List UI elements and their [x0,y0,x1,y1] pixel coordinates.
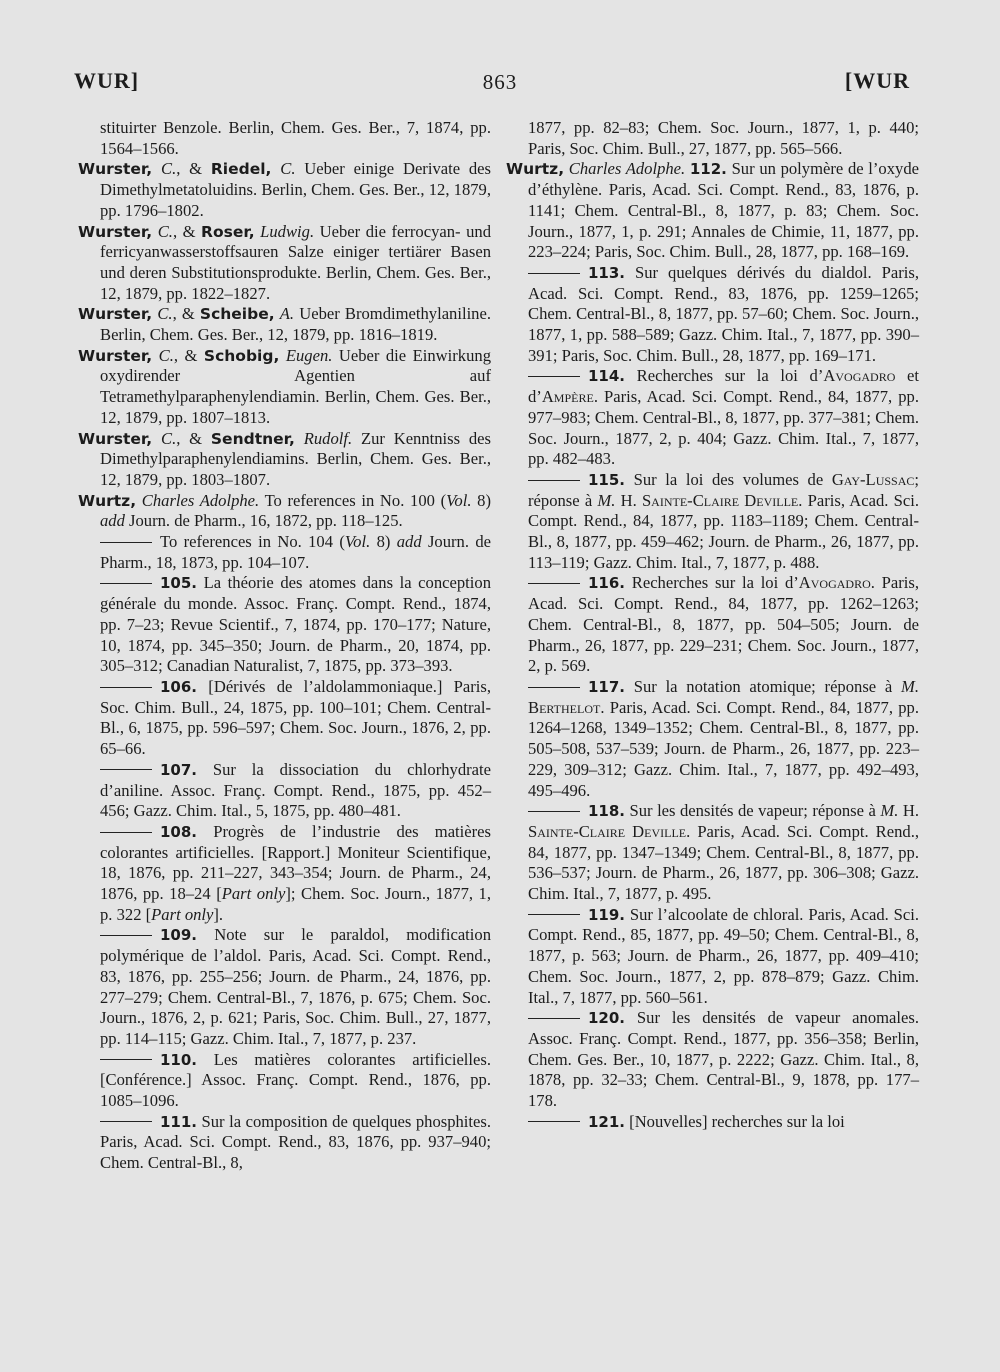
left-column [78,118,491,1174]
bibliography-entry: 105. La théorie des atomes dans la conception générale du monde. Assoc. Franç. Compt. Rend., 1874, pp. 7–23; Revue Scientif., 7, 1874, pp. 170–177; Nature, 10, 1874, pp. 345–350; Journ. de Pharm., 20, 1874, pp. 305–312; Canadian Naturalist, 7, 1875, pp. 373–393. [100,573,491,676]
bibliography-entry: Wurster, C., & Roser, Ludwig. Ueber die ferrocyan- und ferricyanwasserstoffsauren Salze einiger tertiärer Basen und deren Substitutionsprodukte. Berlin, Chem. Ges. Ber., 12, 1879, pp. 1822–1827. [78,221,491,303]
bibliography-entry: 119. Sur l’alcoolate de chloral. Paris, Acad. Sci. Compt. Rend., 85, 1877, pp. 49–50; Chem. Central-Bl., 8, 1877, p. 563; Journ. de Pharm., 26, 1877, pp. 409–410; Chem. Soc. Journ., 1877, 2, pp. 878–879; Gazz. Chim. Ital., 7, 1877, pp. 560–561. [528,904,919,1007]
bibliography-entry: 117. Sur la notation atomique; réponse à M. Berthelot. Paris, Acad. Sci. Compt. Rend., 84, 1877, pp. 1264–1268, 1349–1352; Chem. Central-Bl., 8, 1877, pp. 505–508, 537–539; Journ. de Pharm., 26, 1877, pp. 223–229, 309–312; Gazz. Chim. Ital., 7, 1877, pp. 492–493, 495–496. [528,676,919,800]
bibliography-entry: 120. Sur les densités de vapeur anomales. Assoc. Franç. Compt. Rend., 1877, pp. 356–358; Berlin, Chem. Ges. Ber., 10, 1877, p. 2222; Gazz. Chim. Ital., 8, 1878, pp. 32–33; Chem. Central-Bl., 9, 1878, pp. 177–178. [528,1008,919,1111]
running-head-left: WUR] [74,68,140,93]
running-head-right: [WUR [844,68,910,93]
bibliography-entry: 115. Sur la loi des volumes de Gay-Lussac; réponse à M. H. Sainte-Claire Deville. Paris, Acad. Sci. Compt. Rend., 84, 1877, pp. 1183–1189; Chem. Central-Bl., 8, 1877, pp. 459–462; Journ. de Pharm., 26, 1877, pp. 113–119; Gazz. Chim. Ital., 7, 1877, p. 488. [528,469,919,572]
bibliography-entry: 110. Les matières colorantes artificielles. [Conférence.] Assoc. Franç. Compt. Rend., 1876, pp. 1085–1096. [100,1049,491,1111]
bibliography-entry: 111. Sur la composition de quelques phosphites. Paris, Acad. Sci. Compt. Rend., 83, 1876, pp. 937–940; Chem. Central-Bl., 8, [100,1111,491,1173]
right-column [506,118,919,1132]
bibliography-entry: 107. Sur la dissociation du chlorhydrate d’aniline. Assoc. Franç. Compt. Rend., 1875, pp. 452–456; Gazz. Chim. Ital., 5, 1875, pp. 480–481. [100,759,491,821]
bibliography-entry: Wurster, C., & Riedel, C. Ueber einige Derivate des Dimethylmetatoluidins. Berlin, Chem. Ges. Ber., 12, 1879, pp. 1796–1802. [78,159,492,220]
bibliography-entry: 121. [Nouvelles] recherches sur la loi [506,1112,919,1133]
bibliography-entry: 116. Recherches sur la loi d’Avogadro. Paris, Acad. Sci. Compt. Rend., 84, 1877, pp. 1262–1263; Chem. Central-Bl., 8, 1877, pp. 504–505; Journ. de Pharm., 26, 1877, pp. 229–231; Chem. Soc. Journ., 1877, 2, p. 569. [528,573,919,676]
bibliography-entry: 109. Note sur le paraldol, modification polymérique de l’aldol. Paris, Acad. Sci. Compt. Rend., 83, 1876, pp. 255–256; Journ. de Pharm., 24, 1876, pp. 277–279; Chem. Central-Bl., 7, 1876, p. 675; Chem. Soc. Journ., 1876, 2, p. 621; Paris, Soc. Chim. Bull., 27, 1877, pp. 114–115; Gazz. Chim. Ital., 7, 1877, p. 237. [100,925,491,1048]
bibliography-entry: 106. [Dérivés de l’aldolammoniaque.] Paris, Soc. Chim. Bull., 24, 1875, pp. 100–101; Chem. Central-Bl., 6, 1875, pp. 596–597; Chem. Soc. Journ., 1876, 2, pp. 65–66. [100,676,491,759]
continued-entry: stituirter Benzole. Berlin, Chem. Ges. Ber., 7, 1874, pp. 1564–1566. [100,118,491,158]
bibliography-entry: To references in No. 104 (Vol. 8) add Journ. de Pharm., 18, 1873, pp. 104–107. [100,532,491,572]
bibliography-entry: Wurster, C., & Schobig, Eugen. Ueber die Einwirkung oxydirender Agentien auf Tetramethylparaphenylendiamin. Berlin, Chem. Ges. Ber., 12, 1879, pp. 1807–1813. [78,345,491,427]
bibliography-entry: 114. Recherches sur la loi d’Avogadro et d’Ampère. Paris, Acad. Sci. Compt. Rend., 84, 1877, pp. 977–983; Chem. Central-Bl., 8, 1877, pp. 377–381; Chem. Soc. Journ., 1877, 2, p. 404; Gazz. Chim. Ital., 7, 1877, pp. 482–483. [528,366,920,469]
page-number: 863 [482,70,518,94]
continued-entry: 1877, pp. 82–83; Chem. Soc. Journ., 1877, 1, p. 440; Paris, Soc. Chim. Bull., 27, 1877, pp. 565–566. [528,118,919,158]
bibliography-entry: 118. Sur les densités de vapeur; réponse à M. H. Sainte-Claire Deville. Paris, Acad. Sci. Compt. Rend., 84, 1877, pp. 1347–1349; Chem. Central-Bl., 8, 1877, pp. 536–537; Journ. de Pharm., 26, 1877, pp. 306–308; Gazz. Chim. Ital., 7, 1877, p. 495. [528,801,919,904]
bibliography-entry: Wurster, C., & Scheibe, A. Ueber Bromdimethylaniline. Berlin, Chem. Ges. Ber., 12, 1879, pp. 1816–1819. [78,304,491,345]
bibliography-entry: Wurtz, Charles Adolphe. To references in No. 100 (Vol. 8) add Journ. de Pharm., 16, 1872, pp. 118–125. [78,490,491,531]
bibliography-entry: 108. Progrès de l’industrie des matières colorantes artificielles. [Rapport.] Moniteur Scientifique, 18, 1876, pp. 211–227, 343–354; Journ. de Pharm., 24, 1876, pp. 18–24 [Part only]; Chem. Soc. Journ., 1877, 1, p. 322 [Part only]. [100,821,492,924]
bibliography-entry: Wurster, C., & Sendtner, Rudolf. Zur Kenntniss des Dimethylparaphenylendiamins. Berlin, Chem. Ges. Ber., 12, 1879, pp. 1803–1807. [78,428,492,489]
bibliography-entry: Wurtz, Charles Adolphe. 112. Sur un polymère de l’oxyde d’éthylène. Paris, Acad. Sci. Compt. Rend., 83, 1876, p. 1141; Chem. Central-Bl., 8, 1877, p. 83; Chem. Soc. Journ., 1877, 1, p. 291; Annales de Chimie, 11, 1877, pp. 223–224; Paris, Soc. Chim. Bull., 28, 1877, pp. 168–169. [506,159,919,262]
bibliography-entry: 113. Sur quelques dérivés du dialdol. Paris, Acad. Sci. Compt. Rend., 83, 1876, pp. 1259–1265; Chem. Central-Bl., 8, 1877, pp. 57–60; Chem. Soc. Journ., 1877, 1, pp. 588–589; Gazz. Chim. Ital., 7, 1877, pp. 390–391; Paris, Soc. Chim. Bull., 28, 1877, pp. 169–171. [528,262,919,365]
